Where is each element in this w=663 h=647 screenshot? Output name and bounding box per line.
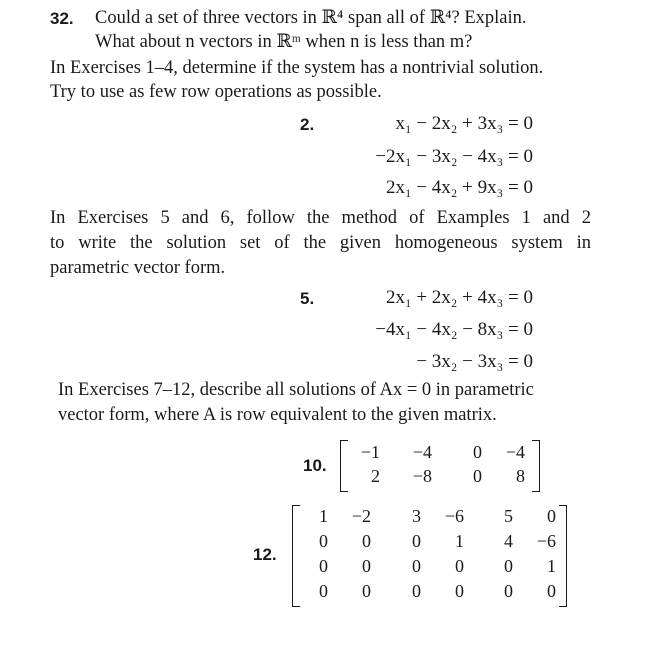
exercise-5-equation-2: −4x₁ − 4x₂ − 8x₃ = 0 xyxy=(375,319,533,340)
matrix-cell: −2 xyxy=(351,506,371,526)
exercise-10-number: 10. xyxy=(303,456,327,475)
exercise-10-matrix xyxy=(340,440,540,492)
section-2-line-3: parametric vector form. xyxy=(50,258,226,278)
exercise-12-number: 12. xyxy=(253,545,277,564)
matrix-cell: 0 xyxy=(319,531,328,551)
exercise-2-equation-2: −2x₁ − 3x₂ − 4x₃ = 0 xyxy=(375,146,533,167)
matrix-cell: 2 xyxy=(371,466,380,486)
matrix-cell: 0 xyxy=(473,442,482,462)
problem-32-number: 32. xyxy=(50,9,74,28)
matrix-cell: 1 xyxy=(319,506,328,526)
section-2-line-1: In Exercises 5 and 6, follow the method of Examples 1 and 2 xyxy=(50,208,591,228)
matrix-cell: 1 xyxy=(547,556,556,576)
section-1-line-1: In Exercises 1–4, determine if the system has a nontrivial solution. xyxy=(50,58,544,78)
right-bracket xyxy=(532,440,540,492)
matrix-cell: 0 xyxy=(412,581,421,601)
exercise-2-equation-3: 2x₁ − 4x₂ + 9x₃ = 0 xyxy=(385,177,533,198)
exercise-5-equation-1: 2x₁ + 2x₂ + 4x₃ = 0 xyxy=(385,287,533,308)
matrix-cell: 0 xyxy=(319,556,328,576)
exercise-2-equation-1: x₁ − 2x₂ + 3x₃ = 0 xyxy=(395,113,533,134)
exercise-5-number: 5. xyxy=(300,289,315,308)
matrix-cell: 0 xyxy=(455,581,464,601)
exercise-12-matrix xyxy=(292,505,567,607)
exercise-5-equation-3: − 3x₂ − 3x₃ = 0 xyxy=(416,351,533,372)
matrix-cell: 0 xyxy=(504,581,513,601)
matrix-cell: −8 xyxy=(412,466,432,486)
section-2-line-2: to write the solution set of the given homogeneous system in xyxy=(50,233,591,253)
problem-32-line-1: Could a set of three vectors in ℝ⁴ span all of ℝ⁴? Explain. xyxy=(95,8,527,28)
matrix-cell: 0 xyxy=(547,506,556,526)
matrix-cell: −6 xyxy=(536,531,556,551)
matrix-cell: 0 xyxy=(362,581,371,601)
matrix-cell: 0 xyxy=(412,556,421,576)
matrix-cell: −4 xyxy=(412,442,432,462)
matrix-cell: 0 xyxy=(504,556,513,576)
problem-32-line-2: What about n vectors in ℝᵐ when n is less than m? xyxy=(95,32,473,52)
right-bracket xyxy=(559,505,567,607)
matrix-cell: 0 xyxy=(455,556,464,576)
section-3-line-1: In Exercises 7–12, describe all solutions of Ax = 0 in parametric xyxy=(58,380,534,400)
matrix-cell: 0 xyxy=(319,581,328,601)
matrix-cell: 0 xyxy=(473,466,482,486)
matrix-cell: 0 xyxy=(362,556,371,576)
matrix-cell: −6 xyxy=(444,506,464,526)
matrix-cell: 3 xyxy=(412,506,421,526)
matrix-cell: −1 xyxy=(360,442,380,462)
matrix-cell: 0 xyxy=(362,531,371,551)
matrix-cell: 1 xyxy=(455,531,464,551)
matrix-cell: 8 xyxy=(516,466,525,486)
matrix-cell: −4 xyxy=(505,442,525,462)
matrix-cell: 4 xyxy=(504,531,513,551)
section-1-line-2: Try to use as few row operations as possible. xyxy=(50,82,382,102)
exercise-2-number: 2. xyxy=(300,115,315,134)
section-3-line-2: vector form, where A is row equivalent to the given matrix. xyxy=(58,405,497,425)
matrix-cell: 0 xyxy=(412,531,421,551)
matrix-cell: 5 xyxy=(504,506,513,526)
matrix-cell: 0 xyxy=(547,581,556,601)
